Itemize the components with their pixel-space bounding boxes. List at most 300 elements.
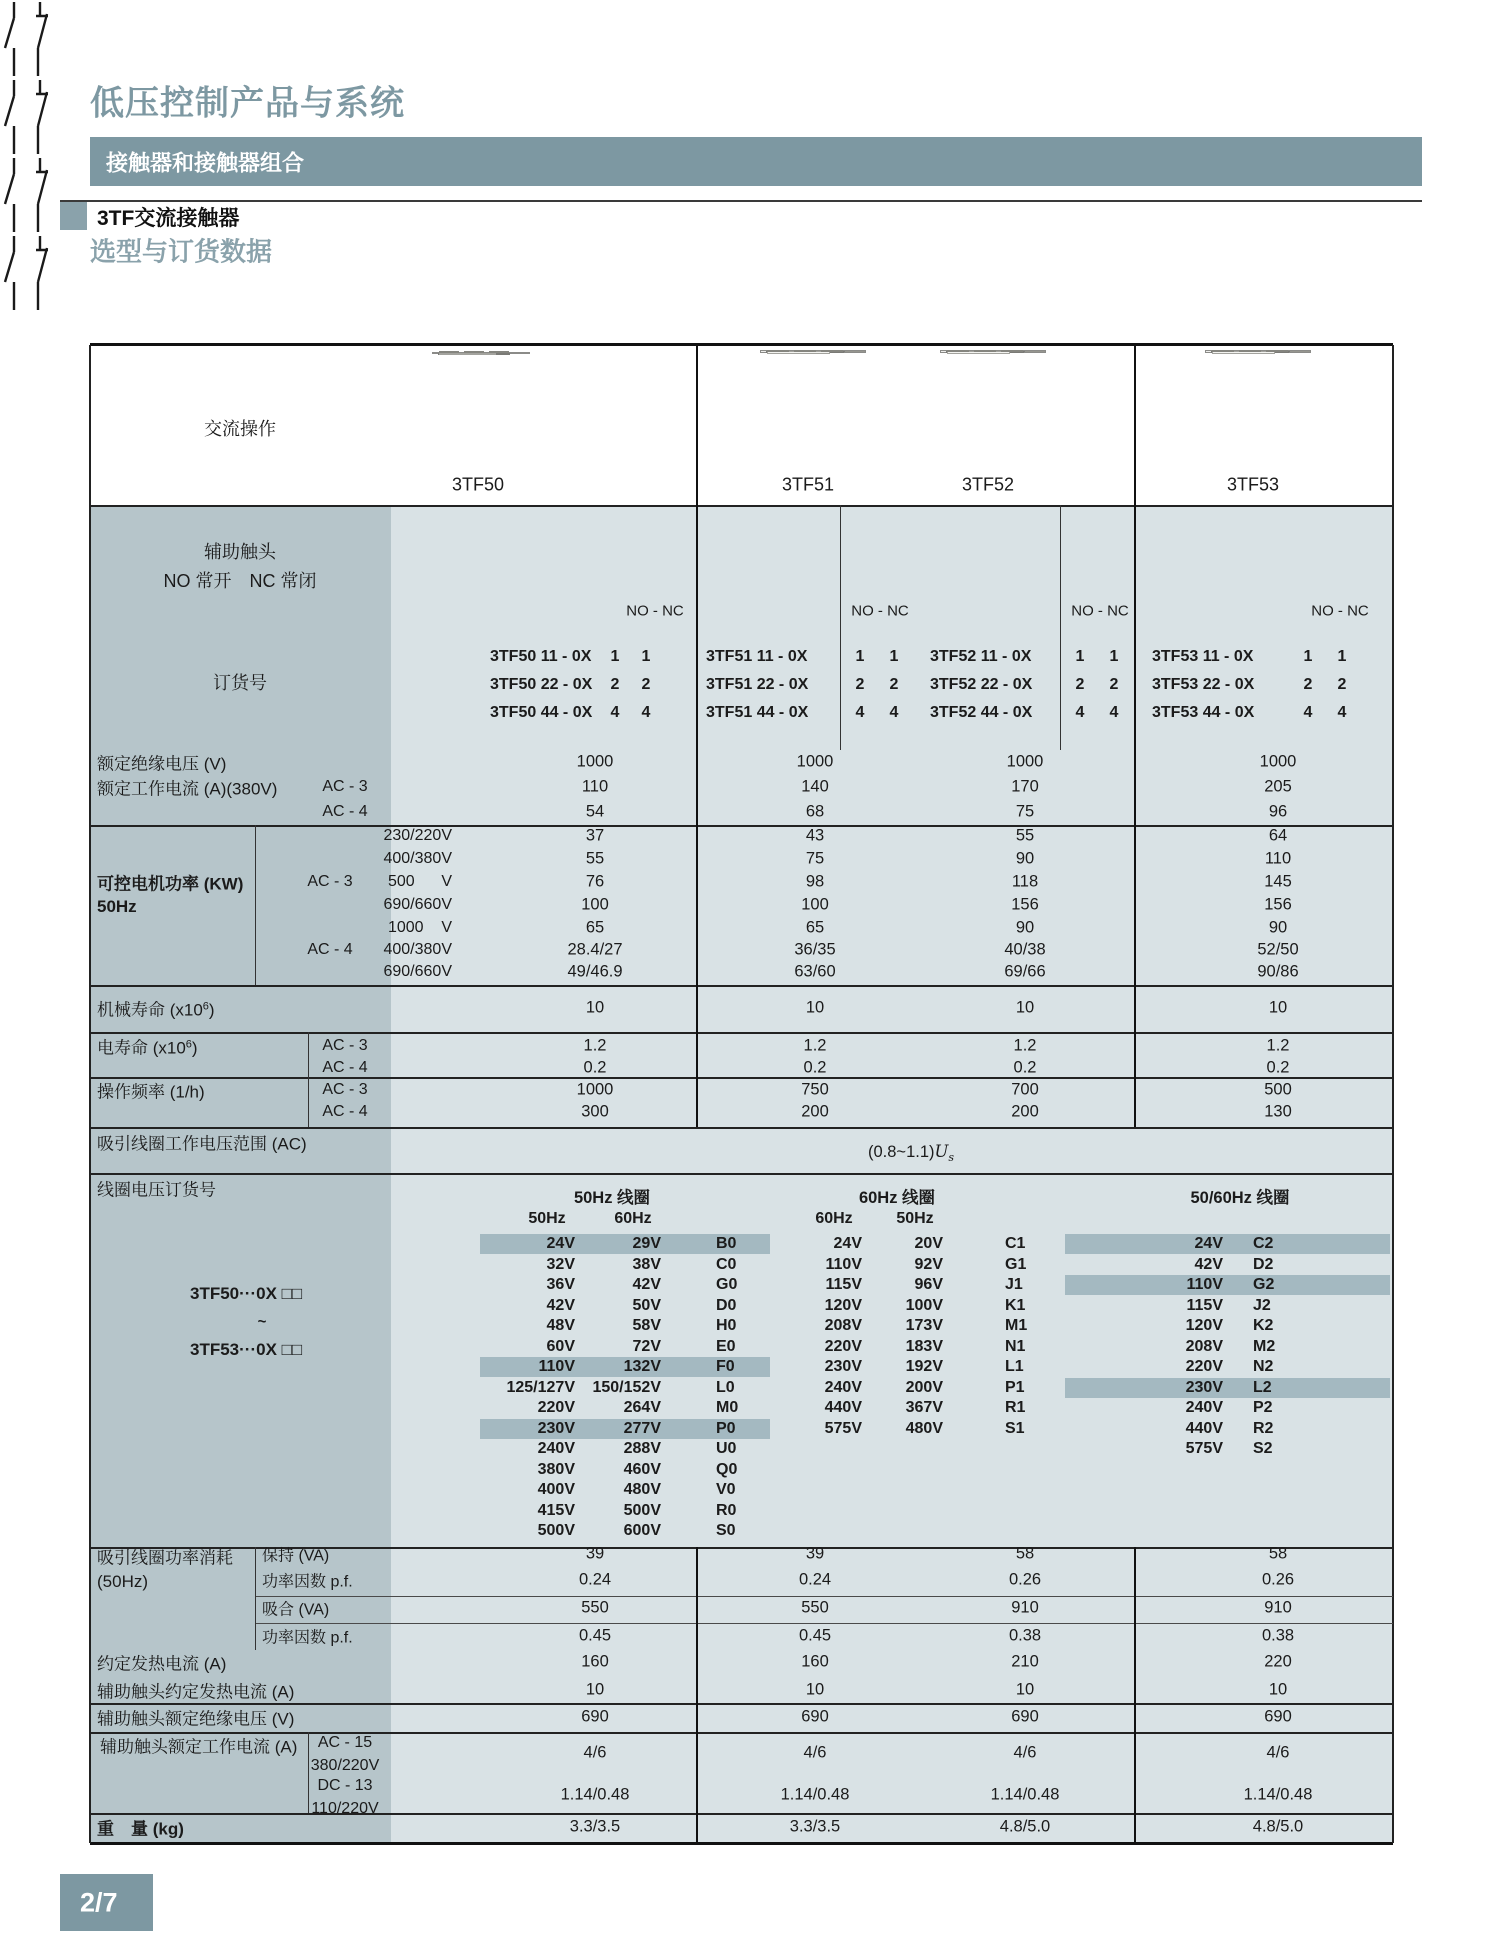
spec-label: 辅助触头额定绝缘电压 (V) bbox=[97, 1709, 295, 1729]
spec-value: 4.8/5.0 bbox=[1252, 1817, 1304, 1836]
coil-voltage-value: 400V bbox=[537, 1481, 575, 1498]
table-border-top bbox=[90, 343, 1393, 346]
spec-value: 1000 bbox=[1259, 752, 1297, 771]
spec-value: 300 bbox=[581, 1102, 609, 1121]
coil-voltage-value: 42V bbox=[632, 1276, 661, 1293]
section-rule bbox=[60, 200, 1422, 202]
spec-value: 69/66 bbox=[1004, 962, 1046, 981]
coil-voltage-value: 42V bbox=[546, 1296, 575, 1314]
table-border-bottom bbox=[90, 1842, 1393, 1845]
coil-voltage-value: 24V bbox=[546, 1235, 575, 1252]
spec-value: 65 bbox=[585, 918, 605, 937]
no-nc-symbol bbox=[0, 234, 52, 312]
product-name: 3TF52 bbox=[961, 474, 1015, 495]
order-code: 3TF53 11 - 0X bbox=[1152, 648, 1254, 665]
coil-highlight-band bbox=[1065, 1378, 1390, 1398]
coil-voltage-code: P1 bbox=[1005, 1378, 1025, 1396]
table-row-divider bbox=[90, 1077, 1393, 1079]
spec-value: 0.45 bbox=[798, 1626, 832, 1645]
spec-value: 4/6 bbox=[803, 1743, 827, 1762]
spec-value: 145 bbox=[1264, 872, 1292, 891]
spec-value: 98 bbox=[805, 872, 825, 891]
order-no-count: 2 bbox=[610, 676, 620, 693]
spec-value: 49/46.9 bbox=[567, 962, 623, 981]
coil-voltage-value: 100V bbox=[905, 1296, 943, 1314]
spec-sublabel: 功率因数 p.f. bbox=[262, 1629, 353, 1647]
coil-voltage-code: H0 bbox=[716, 1317, 737, 1334]
order-nc-count: 1 bbox=[1337, 648, 1347, 665]
coil-voltage-value: 440V bbox=[1185, 1419, 1223, 1437]
coil-voltage-value: 600V bbox=[623, 1522, 661, 1539]
spec-value: 43 bbox=[805, 826, 825, 845]
coil-voltage-value: 575V bbox=[824, 1419, 862, 1437]
spec-value: 1000 bbox=[576, 1080, 614, 1099]
coil-voltage-code: B0 bbox=[716, 1235, 737, 1252]
spec-value: 54 bbox=[585, 802, 605, 821]
coil-voltage-value: 208V bbox=[1185, 1337, 1223, 1355]
page-number: 2/7 bbox=[80, 1887, 118, 1918]
coil-voltage-value: 230V bbox=[537, 1419, 575, 1437]
spec-value: 4.8/5.0 bbox=[999, 1817, 1051, 1836]
spec-value: 550 bbox=[581, 1598, 609, 1617]
coil-voltage-value: 48V bbox=[546, 1317, 575, 1334]
spec-value: 200 bbox=[1011, 1102, 1039, 1121]
coil-voltage-code: F0 bbox=[716, 1358, 735, 1375]
label-superscript: 6 bbox=[185, 1038, 192, 1051]
spec-value: 3.3/3.5 bbox=[789, 1817, 841, 1836]
table-row-divider bbox=[90, 825, 1393, 827]
spec-value: 10 bbox=[585, 1680, 605, 1699]
coil-voltage-value: 58V bbox=[632, 1317, 661, 1334]
coil-voltage-value: 480V bbox=[623, 1481, 661, 1498]
order-no-count: 2 bbox=[1303, 676, 1313, 693]
coil-voltage-value: 32V bbox=[546, 1255, 575, 1273]
spec-value: 10 bbox=[585, 998, 605, 1017]
label-text: 电寿命 (x10 bbox=[97, 1038, 186, 1058]
spec-value: 1000 bbox=[1006, 752, 1044, 771]
coil-voltage-code: N1 bbox=[1005, 1337, 1026, 1355]
coil-voltage-value: 72V bbox=[632, 1337, 661, 1355]
coil-voltage-value: 500V bbox=[537, 1522, 575, 1539]
spec-value: 90 bbox=[1268, 918, 1288, 937]
product-photo bbox=[432, 352, 530, 354]
table-row-divider bbox=[90, 1813, 1393, 1815]
spec-value: 1.2 bbox=[583, 1036, 607, 1055]
spec-value: 1.14/0.48 bbox=[780, 1785, 850, 1804]
spec-label: 辅助触头额定工作电流 (A) bbox=[100, 1737, 298, 1757]
coil-voltage-code: R2 bbox=[1253, 1419, 1274, 1437]
coil-group-col-header: 60Hz bbox=[815, 1210, 853, 1227]
table-sub-column-divider bbox=[840, 505, 841, 750]
spec-value: 58 bbox=[1268, 1544, 1288, 1563]
coil-voltage-value: 92V bbox=[914, 1255, 943, 1273]
spec-value: 0.24 bbox=[578, 1570, 612, 1589]
coil-voltage-code: M2 bbox=[1253, 1337, 1276, 1355]
table-subrow-divider bbox=[255, 1596, 1393, 1597]
coil-voltage-value: 380V bbox=[537, 1460, 575, 1478]
page-title: 低压控制产品与系统 bbox=[90, 84, 405, 123]
spec-value: 110 bbox=[1264, 849, 1292, 868]
spec-label: 操作频率 (1/h) bbox=[97, 1082, 205, 1102]
order-code: 3TF53 22 - 0X bbox=[1152, 676, 1255, 693]
spec-value: 4/6 bbox=[1266, 1743, 1290, 1762]
coil-voltage-value: 288V bbox=[623, 1440, 661, 1457]
spec-value: 28.4/27 bbox=[567, 940, 623, 959]
spec-value: 690 bbox=[1264, 1707, 1292, 1726]
coil-voltage-value: 36V bbox=[546, 1276, 575, 1293]
spec-sublabel: AC - 3 bbox=[307, 873, 353, 890]
spec-sublabel-voltage: 230/220V bbox=[383, 827, 452, 844]
spec-value: 40/38 bbox=[1004, 940, 1046, 959]
coil-voltage-code: V0 bbox=[716, 1481, 736, 1498]
order-code: 3TF52 11 - 0X bbox=[930, 648, 1032, 665]
coil-voltage-value: 60V bbox=[546, 1337, 575, 1355]
order-nc-count: 1 bbox=[889, 648, 899, 665]
table-sub-column-divider bbox=[308, 1732, 309, 1813]
spec-value: 140 bbox=[801, 777, 829, 796]
section-title: 3TF交流接触器 bbox=[97, 207, 240, 230]
spec-label: 约定发热电流 (A) bbox=[97, 1654, 227, 1674]
order-nc-count: 4 bbox=[1337, 704, 1347, 721]
spec-sublabel: 吸合 (VA) bbox=[262, 1601, 330, 1619]
spec-value: 55 bbox=[1015, 826, 1035, 845]
coil-voltage-code: L2 bbox=[1253, 1378, 1272, 1396]
coil-voltage-code: J1 bbox=[1005, 1276, 1023, 1293]
coil-type-from: 3TF50···0X □□ bbox=[190, 1284, 303, 1303]
spec-value: 130 bbox=[1264, 1102, 1292, 1121]
spec-value: 0.45 bbox=[578, 1626, 612, 1645]
spec-value: 10 bbox=[1015, 998, 1035, 1017]
spec-value: 690 bbox=[1011, 1707, 1039, 1726]
coil-voltage-value: 173V bbox=[905, 1317, 943, 1334]
order-nc-count: 2 bbox=[641, 676, 651, 693]
spec-value: 220 bbox=[1264, 1652, 1292, 1671]
label-text: 机械寿命 (x10 bbox=[97, 1000, 203, 1020]
spec-sublabel: AC - 4 bbox=[322, 1103, 368, 1120]
order-code: 3TF51 11 - 0X bbox=[706, 648, 808, 665]
coil-voltage-code: G2 bbox=[1253, 1276, 1275, 1293]
order-no-count: 1 bbox=[1303, 648, 1313, 665]
coil-voltage-value: 24V bbox=[1194, 1235, 1223, 1252]
coil-voltage-value: 230V bbox=[1185, 1378, 1223, 1396]
spec-value: 100 bbox=[581, 895, 609, 914]
spec-value: 4/6 bbox=[583, 1743, 607, 1762]
spec-value: 39 bbox=[805, 1544, 825, 1563]
coil-voltage-value: 264V bbox=[623, 1399, 661, 1416]
coil-voltage-value: 220V bbox=[537, 1399, 575, 1416]
value-subscript: s bbox=[948, 1151, 955, 1164]
spec-value: 1.2 bbox=[1266, 1036, 1290, 1055]
product-photo bbox=[940, 350, 1046, 353]
product-photo bbox=[1205, 350, 1311, 353]
spec-sublabel-voltage: 400/380V bbox=[383, 941, 452, 958]
spec-value: 10 bbox=[1268, 1680, 1288, 1699]
aux-contacts-label: 辅助触头 bbox=[204, 542, 276, 562]
order-nc-count: 1 bbox=[641, 648, 651, 665]
spec-value: 36/35 bbox=[794, 940, 836, 959]
spec-sublabel-voltage: 690/660V bbox=[383, 896, 452, 913]
spec-sublabel: 功率因数 p.f. bbox=[262, 1573, 353, 1591]
spec-value: 910 bbox=[1264, 1598, 1292, 1617]
spec-value: 64 bbox=[1268, 826, 1288, 845]
order-nc-count: 2 bbox=[1337, 676, 1347, 693]
no-nc-label: NO - NC bbox=[851, 602, 909, 620]
spec-sublabel: AC - 4 bbox=[322, 803, 368, 820]
no-nc-label: NO - NC bbox=[1071, 602, 1129, 620]
coil-voltage-range-value bbox=[868, 1142, 954, 1164]
order-no-count: 2 bbox=[855, 676, 865, 693]
spec-value: 200 bbox=[801, 1102, 829, 1121]
spec-sublabel: 保持 (VA) bbox=[262, 1547, 330, 1565]
table-row-divider bbox=[90, 505, 1393, 507]
spec-label: 重 量 (kg) bbox=[97, 1819, 184, 1839]
spec-value: 0.2 bbox=[1266, 1058, 1290, 1077]
no-nc-symbol bbox=[0, 78, 52, 156]
table-column-divider bbox=[696, 1547, 698, 1843]
coil-highlight-band bbox=[1065, 1234, 1390, 1254]
coil-highlight-band bbox=[1065, 1275, 1390, 1295]
spec-sublabel: AC - 4 bbox=[322, 1059, 368, 1076]
coil-voltage-code: E0 bbox=[716, 1337, 736, 1355]
coil-group-title: 50/60Hz 线圈 bbox=[1190, 1189, 1290, 1207]
spec-value: 0.2 bbox=[1013, 1058, 1037, 1077]
coil-voltage-code: S2 bbox=[1253, 1440, 1273, 1457]
product-name: 3TF50 bbox=[451, 474, 505, 495]
spec-value: 160 bbox=[581, 1652, 609, 1671]
spec-sublabel: DC - 13 bbox=[317, 1777, 373, 1794]
spec-value: 110 bbox=[581, 777, 609, 796]
spec-label bbox=[97, 1034, 198, 1059]
spec-value: 0.2 bbox=[803, 1058, 827, 1077]
spec-sublabel-voltage: 500 V bbox=[387, 873, 452, 890]
order-code: 3TF50 44 - 0X bbox=[490, 704, 593, 721]
order-no-count: 1 bbox=[610, 648, 620, 665]
coil-voltage-value: 120V bbox=[1185, 1317, 1223, 1334]
coil-voltage-code: L0 bbox=[716, 1378, 735, 1396]
spec-value: 690 bbox=[581, 1707, 609, 1726]
coil-voltage-value: 42V bbox=[1194, 1255, 1223, 1273]
coil-voltage-code: D2 bbox=[1253, 1255, 1274, 1273]
coil-voltage-code: M1 bbox=[1005, 1317, 1028, 1334]
spec-value: 1000 bbox=[576, 752, 614, 771]
spec-value: 96 bbox=[1268, 802, 1288, 821]
coil-voltage-value: 277V bbox=[623, 1419, 661, 1437]
order-code: 3TF53 44 - 0X bbox=[1152, 704, 1255, 721]
no-nc-label: NO - NC bbox=[1311, 602, 1369, 620]
table-border-left bbox=[89, 345, 91, 1843]
spec-sublabel: AC - 3 bbox=[322, 1081, 368, 1098]
spec-value: 0.26 bbox=[1008, 1570, 1042, 1589]
table-sub-column-divider bbox=[1060, 505, 1061, 750]
spec-value: 160 bbox=[801, 1652, 829, 1671]
spec-value: 63/60 bbox=[794, 962, 836, 981]
coil-voltage-value: 29V bbox=[632, 1235, 661, 1252]
coil-voltage-value: 110V bbox=[538, 1358, 575, 1375]
label-text: ) bbox=[191, 1038, 198, 1058]
order-no-count: 4 bbox=[855, 704, 865, 721]
coil-voltage-code: L1 bbox=[1005, 1358, 1024, 1375]
spec-label: 50Hz bbox=[97, 897, 137, 916]
coil-voltage-code: P2 bbox=[1253, 1399, 1273, 1416]
coil-voltage-value: 115V bbox=[825, 1276, 862, 1293]
spec-sublabel-voltage: 690/660V bbox=[383, 963, 452, 980]
order-no-count: 2 bbox=[1075, 676, 1085, 693]
spec-label: 额定绝缘电压 (V) bbox=[97, 754, 227, 774]
spec-value: 10 bbox=[805, 998, 825, 1017]
coil-voltage-value: 24V bbox=[833, 1235, 862, 1252]
coil-group-title: 60Hz 线圈 bbox=[858, 1189, 936, 1207]
spec-label: 吸引线圈工作电压范围 (AC) bbox=[97, 1134, 307, 1154]
order-nc-count: 2 bbox=[1109, 676, 1119, 693]
no-nc-symbol bbox=[0, 156, 52, 234]
spec-value: 75 bbox=[805, 849, 825, 868]
table-column-divider bbox=[1134, 1547, 1136, 1843]
order-no-count: 1 bbox=[855, 648, 865, 665]
spec-value: 156 bbox=[1264, 895, 1292, 914]
coil-group-title: 50Hz 线圈 bbox=[573, 1189, 651, 1207]
spec-value: 1.2 bbox=[1013, 1036, 1037, 1055]
coil-type-to: 3TF53···0X □□ bbox=[190, 1340, 303, 1359]
coil-group-col-header: 60Hz bbox=[614, 1210, 652, 1227]
spec-value: 58 bbox=[1015, 1544, 1035, 1563]
order-nc-count: 2 bbox=[889, 676, 899, 693]
spec-value: 55 bbox=[585, 849, 605, 868]
no-nc-label: NO - NC bbox=[626, 602, 684, 620]
coil-voltage-code: C2 bbox=[1253, 1235, 1274, 1252]
coil-voltage-value: 367V bbox=[905, 1399, 943, 1416]
spec-value: 156 bbox=[1011, 895, 1039, 914]
table-row-divider bbox=[90, 1127, 1393, 1129]
order-code: 3TF51 44 - 0X bbox=[706, 704, 809, 721]
spec-value: 68 bbox=[805, 802, 825, 821]
coil-type-tilde: ~ bbox=[257, 1313, 267, 1331]
coil-voltage-code: S1 bbox=[1005, 1419, 1025, 1437]
coil-voltage-code: C1 bbox=[1005, 1235, 1026, 1252]
coil-group-col-header: 50Hz bbox=[896, 1210, 934, 1227]
order-no-count: 1 bbox=[1075, 648, 1085, 665]
coil-voltage-code: G0 bbox=[716, 1276, 738, 1293]
order-code: 3TF51 22 - 0X bbox=[706, 676, 809, 693]
coil-voltage-value: 110V bbox=[825, 1255, 862, 1273]
spec-value: 90 bbox=[1015, 918, 1035, 937]
spec-value: 76 bbox=[585, 872, 605, 891]
label-superscript: 6 bbox=[202, 1000, 209, 1013]
spec-value: 500 bbox=[1264, 1080, 1292, 1099]
coil-voltage-code: K2 bbox=[1253, 1317, 1274, 1334]
label-text: ) bbox=[208, 1000, 215, 1020]
coil-voltage-code: M0 bbox=[716, 1399, 739, 1416]
coil-voltage-code: S0 bbox=[716, 1522, 736, 1539]
spec-value: 205 bbox=[1264, 777, 1292, 796]
spec-sublabel: AC - 3 bbox=[322, 1037, 368, 1054]
category-bar-label: 接触器和接触器组合 bbox=[106, 150, 305, 176]
coil-voltage-code: U0 bbox=[716, 1440, 737, 1457]
spec-sublabel: 380/220V bbox=[310, 1757, 380, 1774]
spec-sublabel: AC - 15 bbox=[317, 1734, 373, 1751]
coil-voltage-code: D0 bbox=[716, 1296, 737, 1314]
coil-voltage-value: 440V bbox=[824, 1399, 862, 1416]
spec-label: 吸引线圈功率消耗 bbox=[97, 1548, 233, 1568]
subsection-title: 选型与订货数据 bbox=[90, 236, 273, 267]
spec-value: 3.3/3.5 bbox=[569, 1817, 621, 1836]
operation-mode-label: 交流操作 bbox=[204, 419, 276, 439]
coil-voltage-value: 480V bbox=[905, 1419, 943, 1437]
spec-value: 170 bbox=[1011, 777, 1039, 796]
spec-value: 550 bbox=[801, 1598, 829, 1617]
order-no-count: 4 bbox=[1303, 704, 1313, 721]
table-column-divider bbox=[696, 345, 698, 1127]
spec-value: 1.14/0.48 bbox=[560, 1785, 630, 1804]
coil-voltage-value: 220V bbox=[824, 1337, 862, 1355]
spec-value: 0.38 bbox=[1261, 1626, 1295, 1645]
spec-value: 700 bbox=[1011, 1080, 1039, 1099]
spec-value: 4/6 bbox=[1013, 1743, 1037, 1762]
coil-voltage-value: 192V bbox=[905, 1358, 943, 1375]
value-text: (0.8~1.1) bbox=[868, 1143, 935, 1161]
spec-value: 1.14/0.48 bbox=[990, 1785, 1060, 1804]
spec-value: 910 bbox=[1011, 1598, 1039, 1617]
spec-sublabel-voltage: 400/380V bbox=[383, 850, 452, 867]
spec-value: 10 bbox=[805, 1680, 825, 1699]
coil-voltage-value: 220V bbox=[1185, 1358, 1223, 1375]
coil-voltage-value: 132V bbox=[623, 1358, 661, 1375]
spec-value: 65 bbox=[805, 918, 825, 937]
spec-value: 0.2 bbox=[583, 1058, 607, 1077]
coil-voltage-code: P0 bbox=[716, 1419, 736, 1437]
spec-value: 0.38 bbox=[1008, 1626, 1042, 1645]
order-number-label: 订货号 bbox=[213, 673, 267, 693]
table-sub-column-divider bbox=[308, 1032, 309, 1127]
spec-value: 75 bbox=[1015, 802, 1035, 821]
coil-voltage-value: 183V bbox=[905, 1337, 943, 1355]
spec-value: 90 bbox=[1015, 849, 1035, 868]
coil-voltage-code: G1 bbox=[1005, 1255, 1027, 1273]
order-nc-count: 4 bbox=[889, 704, 899, 721]
coil-voltage-value: 460V bbox=[623, 1460, 661, 1478]
spec-value: 1000 bbox=[796, 752, 834, 771]
spec-value: 750 bbox=[801, 1080, 829, 1099]
table-row-divider bbox=[90, 985, 1393, 987]
coil-voltage-value: 20V bbox=[914, 1235, 943, 1252]
spec-value: 210 bbox=[1011, 1652, 1039, 1671]
coil-voltage-code: C0 bbox=[716, 1255, 737, 1273]
table-column-divider bbox=[1134, 345, 1136, 1127]
no-nc-symbol bbox=[0, 0, 52, 78]
spec-sublabel: 110/220V bbox=[311, 1800, 379, 1817]
aux-contacts-sublabel: NO 常开 NC 常闭 bbox=[163, 571, 317, 591]
order-nc-count: 1 bbox=[1109, 648, 1119, 665]
coil-group-col-header: 50Hz bbox=[528, 1210, 566, 1227]
order-code: 3TF50 11 - 0X bbox=[490, 648, 592, 665]
coil-voltage-value: 50V bbox=[632, 1296, 661, 1314]
order-code: 3TF50 22 - 0X bbox=[490, 676, 593, 693]
coil-voltage-code: J2 bbox=[1253, 1296, 1271, 1314]
table-subrow-divider bbox=[255, 1623, 1393, 1624]
value-symbol: U bbox=[934, 1142, 949, 1161]
coil-voltage-value: 500V bbox=[623, 1501, 661, 1519]
section-marker bbox=[60, 202, 87, 230]
order-no-count: 4 bbox=[1075, 704, 1085, 721]
product-name: 3TF51 bbox=[781, 474, 835, 495]
coil-voltage-value: 240V bbox=[824, 1378, 862, 1396]
spec-value: 0.26 bbox=[1261, 1570, 1295, 1589]
table-row-divider bbox=[90, 1032, 1393, 1034]
coil-voltage-value: 110V bbox=[1186, 1276, 1223, 1293]
coil-voltage-value: 240V bbox=[1185, 1399, 1223, 1416]
order-no-count: 4 bbox=[610, 704, 620, 721]
coil-voltage-code: N2 bbox=[1253, 1358, 1274, 1375]
spec-value: 1.14/0.48 bbox=[1243, 1785, 1313, 1804]
